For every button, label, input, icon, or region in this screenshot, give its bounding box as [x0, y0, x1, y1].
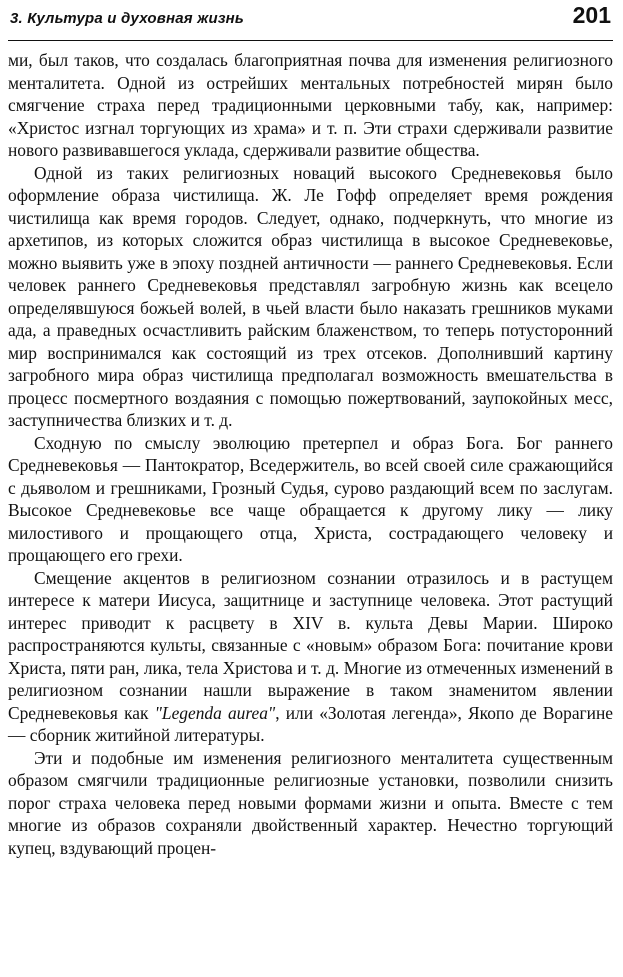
paragraph-4-text-end: , или «Золотая легенда», Якопо де Ворагине — сборник житийной литературы.: [8, 702, 614, 745]
paragraph-5: Эти и подобные им изменения религиозного менталитета существенным образом смягчили традиционные религиозные установки, позволили снизить порог страха человека перед новыми формами жизни и опыта. Вместе с тем многие из образов сохраняли двойственный характер. Нечестно торгующий купец, вздувающий процен-: [8, 747, 613, 858]
body-text: [8, 49, 613, 859]
paragraph-4: [8, 567, 613, 747]
paragraph-4-text-start: Смещение акцентов в религиозном сознании отразилось и в растущем интересе к матери Иисуса, защитнице и заступнице человека. Этот растущий интерес приводит к расцвету в XIV в. культа Девы Марии. Широко распространяются культы, связанные с «новым» образом Бога: почитание крови Христа, пяти ран, лика, тела Христова и т. д. Многие из отмеченных изменений в религиозном сознании нашли выражение в таком знаменитом явлении Средневековья как: [8, 567, 613, 723]
running-head: [8, 0, 613, 41]
section-title: 3. Культура и духовная жизнь: [10, 10, 245, 27]
paragraph-2: Одной из таких религиозных новаций высокого Средневековья было оформление образа чистилища. Ж. Ле Гофф определяет время рождения чистилища как время городов. Следует, однако, подчеркнуть, что многие из архетипов, из которых сложится образ чистилища в высокое Средневековье, можно выявить уже в эпоху поздней античности — раннего Средневековья. Если человек раннего Средневековья представлял загробную жизнь как всецело определявшуюся божьей волей, в чьей власти было наказать грешников муками ада, а праведных осчастливить райским блаженством, то теперь потусторонний мир воспринимался как состоящий из трех отсеков. Дополнивший картину загробного мира образ чистилища предполагал возможность вмешательства в процесс посмертного воздаяния с помощью пожертвований, заупокойных месс, заступничества близких и т. д.: [8, 162, 613, 430]
page-number: 201: [572, 2, 611, 28]
paragraph-3: Сходную по смыслу эволюцию претерпел и образ Бога. Бог раннего Средневековья — Пантократор, Вседержитель, во всей своей силе сражающийся с дьяволом и грешниками, Грозный Судья, сурово раздающий всем по заслугам. Высокое Средневековье все чаще обращается к другому лику — лику милостивого и прощающего отца, Христа, сострадающего человеку и прощающего его грехи.: [8, 432, 613, 565]
paragraph-1: ми, был таков, что создалась благоприятная почва для изменения религиозного менталитета. Одной из острейших ментальных потребностей мирян было смягчение страха перед традиционными церковными табу, как, например: «Христос изгнал торгующих из храма» и т. п. Эти страхи сдерживали развитие нового развивавшегося уклада, сдерживали развитие общества.: [8, 50, 613, 160]
legenda-aurea-title: "Legenda aurea": [154, 702, 276, 723]
